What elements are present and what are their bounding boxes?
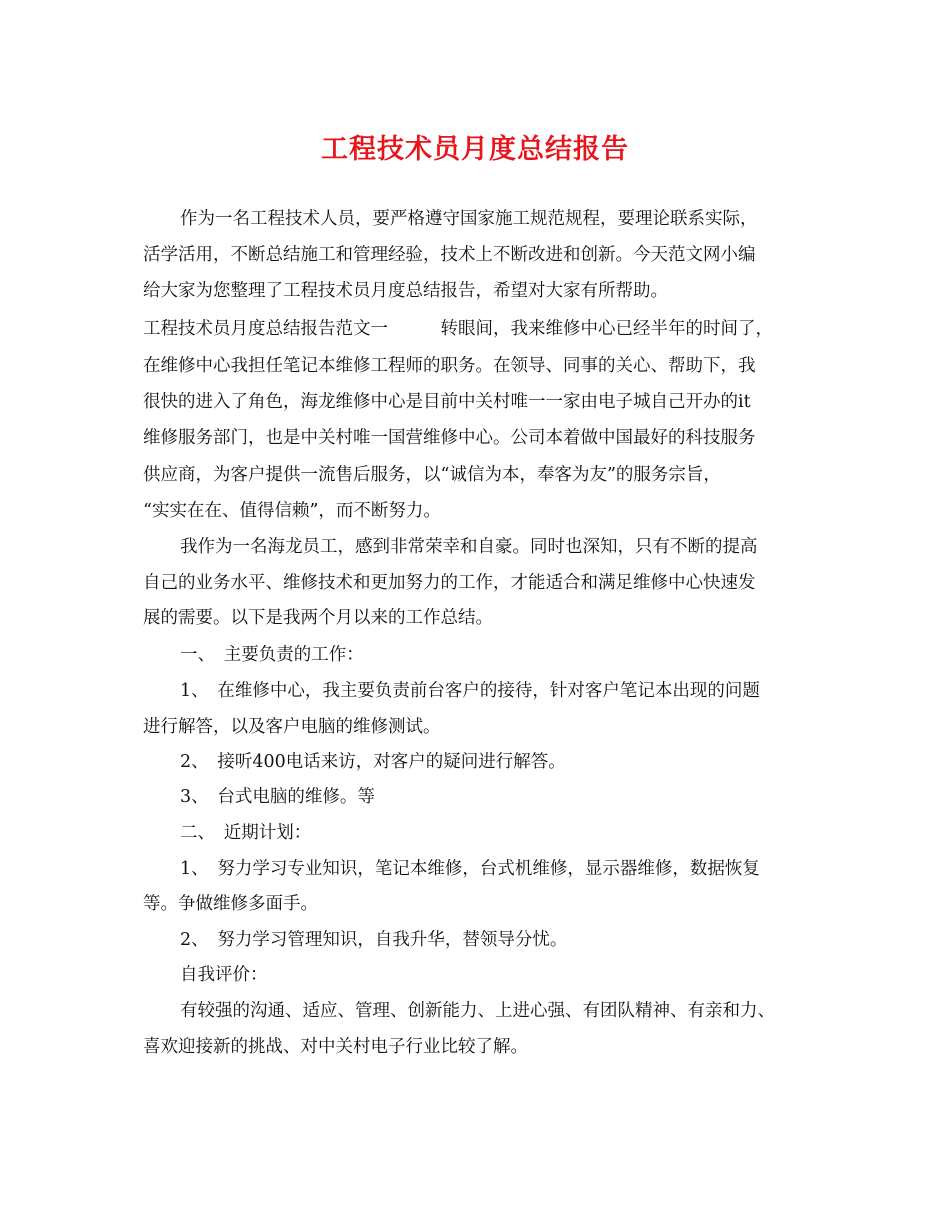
list-item: 3、 台式电脑的维修。等 xyxy=(180,787,375,807)
list-item: 2、 接听400电话来访，对客户的疑问进行解答。 xyxy=(180,752,566,772)
paragraph-line: 维修服务部门，也是中关村唯一国营维修中心。公司本着做中国最好的科技服务 xyxy=(143,428,756,448)
paragraph-line: 很快的进入了角色，海龙维修中心是目前中关村唯一一家由电子城自己开办的it xyxy=(143,392,751,412)
list-item: 1、 在维修中心，我主要负责前台客户的接待，针对客户笔记本出现的问题 xyxy=(180,681,760,701)
section-heading: 自我评价： xyxy=(180,965,268,985)
paragraph-line: 作为一名工程技术人员，要严格遵守国家施工规范规程，要理论联系实际， xyxy=(180,209,758,229)
paragraph-line: 活学活用，不断总结施工和管理经验，技术上不断改进和创新。今天范文网小编 xyxy=(143,245,756,265)
paragraph-line: 等。争做维修多面手。 xyxy=(143,894,318,914)
paragraph-line: 展的需要。以下是我两个月以来的工作总结。 xyxy=(143,608,493,628)
document-title: 工程技术员月度总结报告 xyxy=(321,134,629,165)
list-item: 2、 努力学习管理知识，自我升华，替领导分忧。 xyxy=(180,930,568,950)
paragraph-line: 自己的业务水平、维修技术和更加努力的工作，才能适合和满足维修中心快速发 xyxy=(143,573,756,593)
paragraph-line: 有较强的沟通、适应、管理、创新能力、上进心强、有团队精神、有亲和力、 xyxy=(180,1001,775,1021)
section-heading: 一、 主要负责的工作： xyxy=(180,645,364,665)
paragraph-line: 供应商，为客户提供一流售后服务，以“诚信为本，奉客为友”的服务宗旨， xyxy=(143,465,721,485)
paragraph-line: 我作为一名海龙员工，感到非常荣幸和自豪。同时也深知，只有不断的提高 xyxy=(180,537,758,557)
paragraph-line: 进行解答，以及客户电脑的维修测试。 xyxy=(143,717,441,737)
paragraph-line: 工程技术员月度总结报告范文一 转眼间，我来维修中心已经半年的时间了， xyxy=(143,319,773,339)
paragraph-line: “实实在在、值得信赖”，而不断努力。 xyxy=(143,501,441,521)
section-heading: 二、 近期计划： xyxy=(180,823,312,843)
paragraph-line: 给大家为您整理了工程技术员月度总结报告，希望对大家有所帮助。 xyxy=(143,281,668,301)
list-item: 1、 努力学习专业知识，笔记本维修，台式机维修，显示器维修，数据恢复 xyxy=(180,859,760,879)
paragraph-line: 在维修中心我担任笔记本维修工程师的职务。在领导、同事的关心、帮助下，我 xyxy=(143,356,756,376)
paragraph-line: 喜欢迎接新的挑战、对中关村电子行业比较了解。 xyxy=(143,1037,528,1057)
